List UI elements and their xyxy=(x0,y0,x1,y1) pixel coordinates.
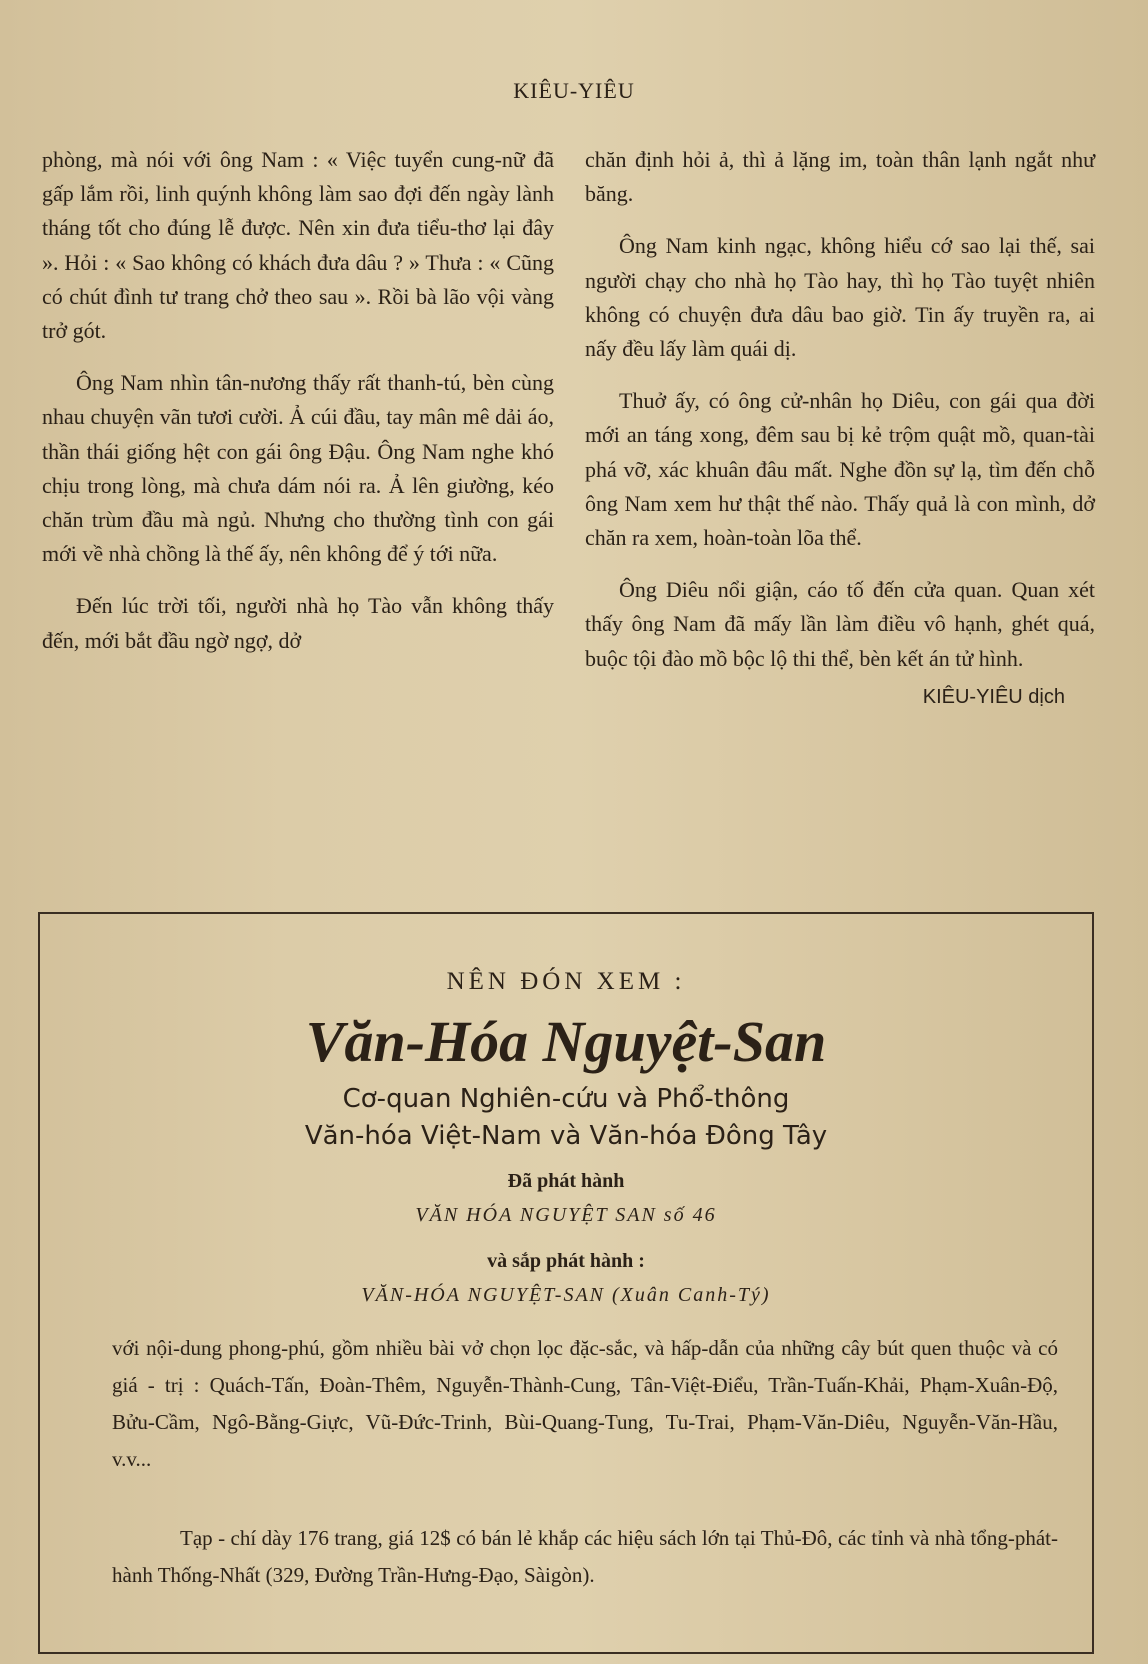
paragraph: phòng, mà nói với ông Nam : « Việc tuyển cung-nữ đã gấp lắm rồi, linh quýnh không làm sao đợi đến ngày lành tháng tốt cho đúng lễ được. Nên xin đưa tiểu-thơ lại đây ». Hỏi : « Sao không có khách đưa dâu ? » Thưa : « Cũng có chút đình tư trang chở theo sau ». Rồi bà lão vội vàng trở gót. xyxy=(42,147,554,344)
ad-released-label: Đã phát hành xyxy=(507,1170,625,1192)
left-column xyxy=(42,143,554,676)
paragraph: Đến lúc trời tối, người nhà họ Tào vẫn không thấy đến, mới bắt đầu ngờ ngợ, dở xyxy=(42,593,554,653)
paragraph: Ông Nam kinh ngạc, không hiểu cớ sao lại thế, sai người chạy cho nhà họ Tào hay, thì họ Tào tuyệt nhiên không có chuyện đưa dâu bao giờ. Tin ấy truyền ra, ai nấy đều lấy làm quái dị. xyxy=(585,233,1095,362)
right-column xyxy=(585,143,1095,714)
paragraph: chăn định hỏi ả, thì ả lặng im, toàn thân lạnh ngắt như băng. xyxy=(585,147,1095,207)
ad-body-text: Tạp - chí dày 176 trang, giá 12$ có bán lẻ khắp các hiệu sách lớn tại Thủ-Đô, các tỉnh và nhà tổng-phát-hành Thống-Nhất (329, Đường Trần-Hưng-Đạo, Sàigòn). xyxy=(112,1526,1058,1587)
ad-title: Văn-Hóa Nguyệt-San xyxy=(305,1009,827,1074)
ad-upcoming-issue: VĂN-HÓA NGUYỆT-SAN (Xuân Canh-Tý) xyxy=(361,1284,771,1306)
ad-upcoming-label: và sắp phát hành : xyxy=(487,1250,645,1272)
translator-signature: KIÊU-YIÊU dịch xyxy=(922,685,1065,708)
ad-subtitle: Văn-hóa Việt-Nam và Văn-hóa Đông Tây xyxy=(304,1121,828,1151)
ad-subtitle: Cơ-quan Nghiên-cứu và Phổ-thông xyxy=(342,1084,790,1114)
ad-heading: NÊN ĐÓN XEM : xyxy=(446,968,686,995)
paragraph: Thuở ấy, có ông cử-nhân họ Diêu, con gái qua đời mới an táng xong, đêm sau bị kẻ trộm quật mồ, quan-tài phá vỡ, xác khuân đâu mất. Nghe đồn sự lạ, tìm đến chỗ ông Nam xem hư thật thế nào. Thấy quả là con mình, dở chăn ra xem, hoàn-toàn lõa thể. xyxy=(585,388,1095,551)
ad-released-issue: VĂN HÓA NGUYỆT SAN số 46 xyxy=(415,1204,717,1226)
running-header: KIÊU-YIÊU xyxy=(513,78,635,103)
ad-body-text: với nội-dung phong-phú, gồm nhiều bài vở chọn lọc đặc-sắc, và hấp-dẫn của những cây bút quen thuộc và có giá - trị : Quách-Tấn, Đoàn-Thêm, Nguyễn-Thành-Cung, Tân-Việt-Điểu, Trần-Tuấn-Khải, Phạm-Xuân-Độ, Bửu-Cầm, Ngô-Bằng-Giực, Vũ-Đức-Trinh, Bùi-Quang-Tung, Tu-Trai, Phạm-Văn-Diêu, Nguyễn-Văn-Hầu, v.v... xyxy=(112,1336,1058,1471)
paragraph: Ông Diêu nổi giận, cáo tố đến cửa quan. Quan xét thấy ông Nam đã mấy lần làm điều vô hạnh, ghét quá, buộc tội đào mồ bộc lộ thi thể, bèn kết án tử hình. xyxy=(585,577,1095,671)
advertisement-box xyxy=(38,912,1094,1654)
paragraph: Ông Nam nhìn tân-nương thấy rất thanh-tú, bèn cùng nhau chuyện vãn tươi cười. Ả cúi đầu, tay mân mê dải áo, thần thái giống hệt con gái ông Đậu. Ông Nam nghe khó chịu trong lòng, mà chưa dám nói ra. Ả lên giường, kéo chăn trùm đầu mà ngủ. Nhưng cho thường tình con gái mới về nhà chồng là thế ấy, nên không để ý tới nữa. xyxy=(42,370,554,567)
